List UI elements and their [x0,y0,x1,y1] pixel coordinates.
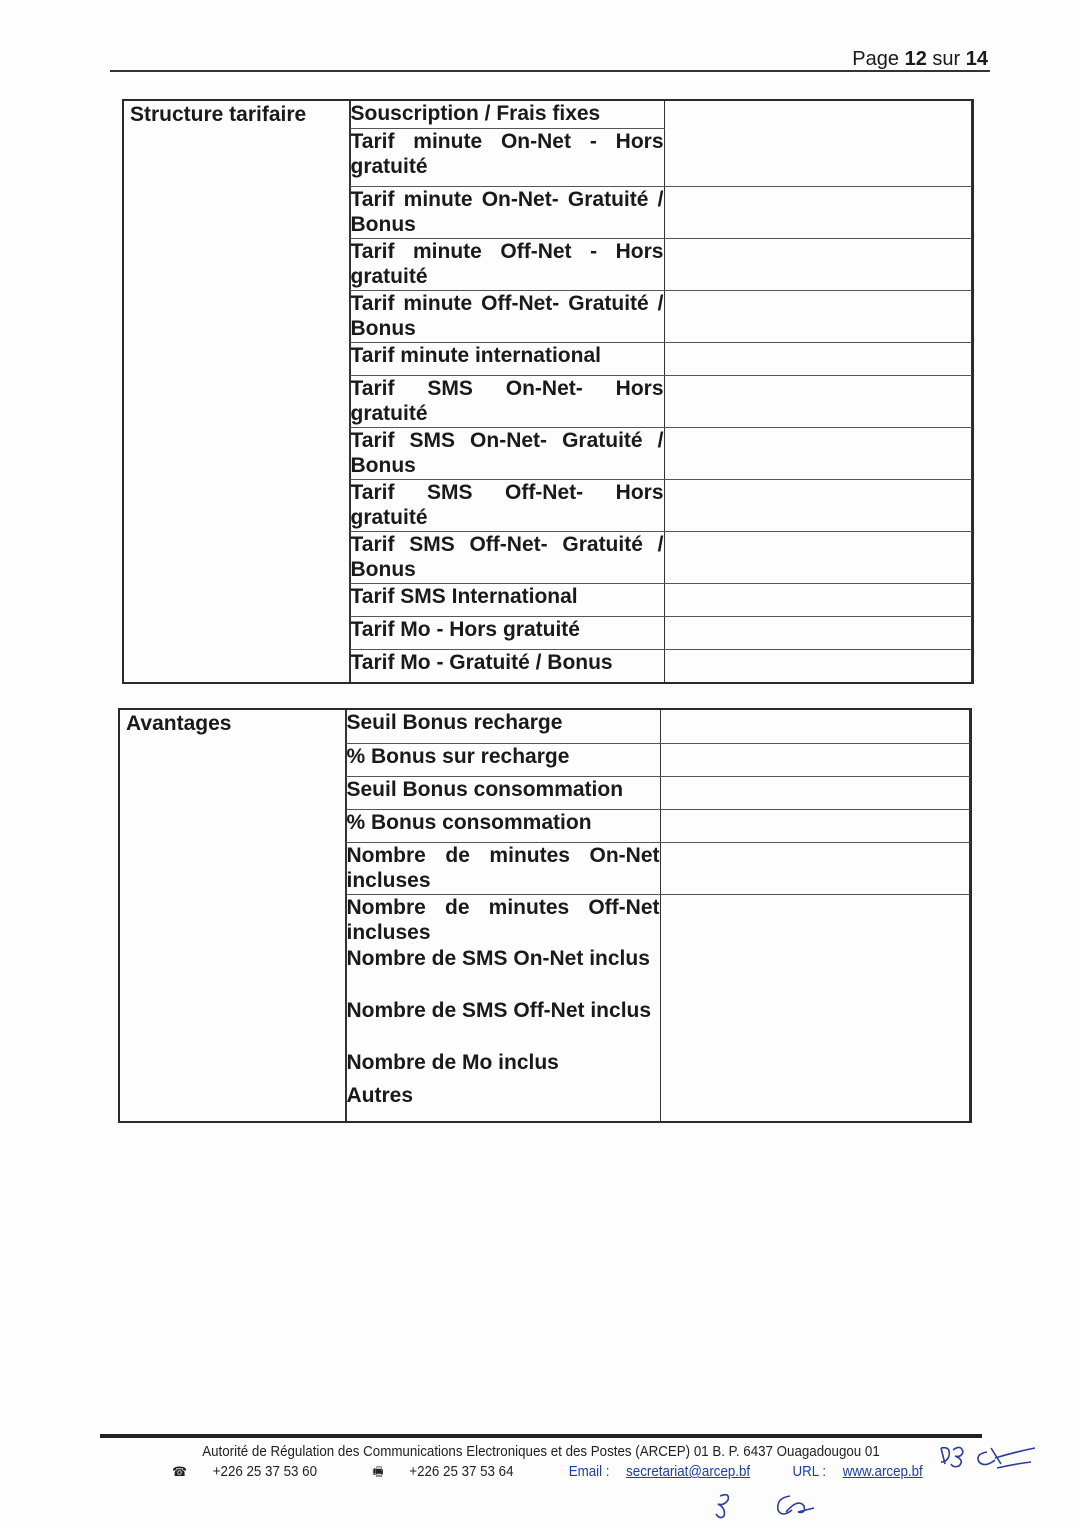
fax-number: +226 25 37 53 64 [409,1464,514,1480]
footer-phone [159,1464,330,1480]
fax-icon: 🖷 [372,1464,384,1479]
table-row: Nombre de minutes On-Net incluses [346,842,660,894]
table-row: Tarif minute Off-Net- Gratuité / Bonus [350,290,664,342]
table-cell-empty [664,479,972,531]
email-label: Email : [568,1464,610,1480]
table-row: Nombre de SMS On-Net inclus [346,946,660,998]
page-prefix: Page [852,48,900,70]
table-cell-empty [664,583,972,616]
table-row: Tarif SMS Off-Net- Hors gratuité [350,479,664,531]
table-row: Seuil Bonus recharge [346,710,660,743]
table-row: Tarif SMS Off-Net- Gratuité / Bonus [350,531,664,583]
page-current: 12 [904,48,927,70]
table-row: Tarif minute Off-Net - Hors gratuité [350,238,664,290]
table-cell-empty [660,776,970,809]
table-row: Tarif SMS On-Net- Hors gratuité [350,375,664,427]
table-row: % Bonus consommation [346,809,660,842]
table-row: Tarif minute On-Net - Hors gratuité [350,128,664,186]
table-row: % Bonus sur recharge [346,743,660,776]
table-cell-empty [664,375,972,427]
footer-url [780,1464,923,1480]
table-row: Tarif SMS On-Net- Gratuité / Bonus [350,427,664,479]
table-label [123,100,349,683]
table-cell-empty [664,649,972,682]
footer-rule [100,1434,982,1438]
url-link[interactable]: www.arcep.bf [842,1464,923,1480]
table-row: Tarif minute On-Net- Gratuité / Bonus [350,186,664,238]
advantages-rows [346,710,971,1121]
table-cell-empty [664,616,972,649]
table-cell-empty [660,743,970,776]
table-cell-empty [664,342,972,375]
phone-number: +226 25 37 53 60 [212,1464,317,1480]
table-label [119,709,345,1122]
signature-initials-icon [935,1438,1045,1488]
table-cell-empty [664,101,972,186]
advantages-table [118,708,972,1123]
table-cell-empty [664,531,972,583]
table-cell-empty [660,842,970,894]
table-row: Autres [346,1083,660,1121]
table-cell-empty [664,186,972,238]
advantages-label: Avantages [126,712,232,735]
page-mid: sur [932,48,961,70]
table-row: Nombre de minutes Off-Net incluses [346,894,660,946]
tariff-structure-label: Structure tarifaire [130,103,307,126]
table-cell-empty [660,710,970,743]
table-row: Souscription / Frais fixes [350,101,664,128]
email-link[interactable]: secretariat@arcep.bf [626,1464,751,1480]
table-cell-empty [660,894,970,1121]
table-cell-empty [660,809,970,842]
footer-fax [359,1464,526,1480]
table-row: Tarif Mo - Gratuité / Bonus [350,649,664,682]
table-row: Nombre de Mo inclus [346,1050,660,1083]
phone-icon: ☎ [172,1464,188,1479]
table-row: Nombre de SMS Off-Net inclus [346,998,660,1050]
table-row: Tarif Mo - Hors gratuité [350,616,664,649]
footer-email [556,1464,750,1480]
table-cell-empty [664,290,972,342]
footer-address: Autorité de Régulation des Communications Electroniques et des Postes (ARCEP) 01 B. P. 6437 Ouagadougou 01 [202,1444,880,1460]
table-row: Tarif minute international [350,342,664,375]
header-rule [110,70,990,72]
page-total: 14 [965,48,988,70]
signature-paraph-icon [710,1488,830,1524]
url-label: URL : [792,1464,827,1480]
tariff-rows [350,101,973,682]
table-row: Tarif SMS International [350,583,664,616]
table-cell-empty [664,427,972,479]
tariff-structure-table [122,99,974,684]
footer-contacts [135,1462,946,1482]
table-row: Seuil Bonus consommation [346,776,660,809]
page-number [852,48,988,71]
footer [135,1442,946,1482]
table-cell-empty [664,238,972,290]
